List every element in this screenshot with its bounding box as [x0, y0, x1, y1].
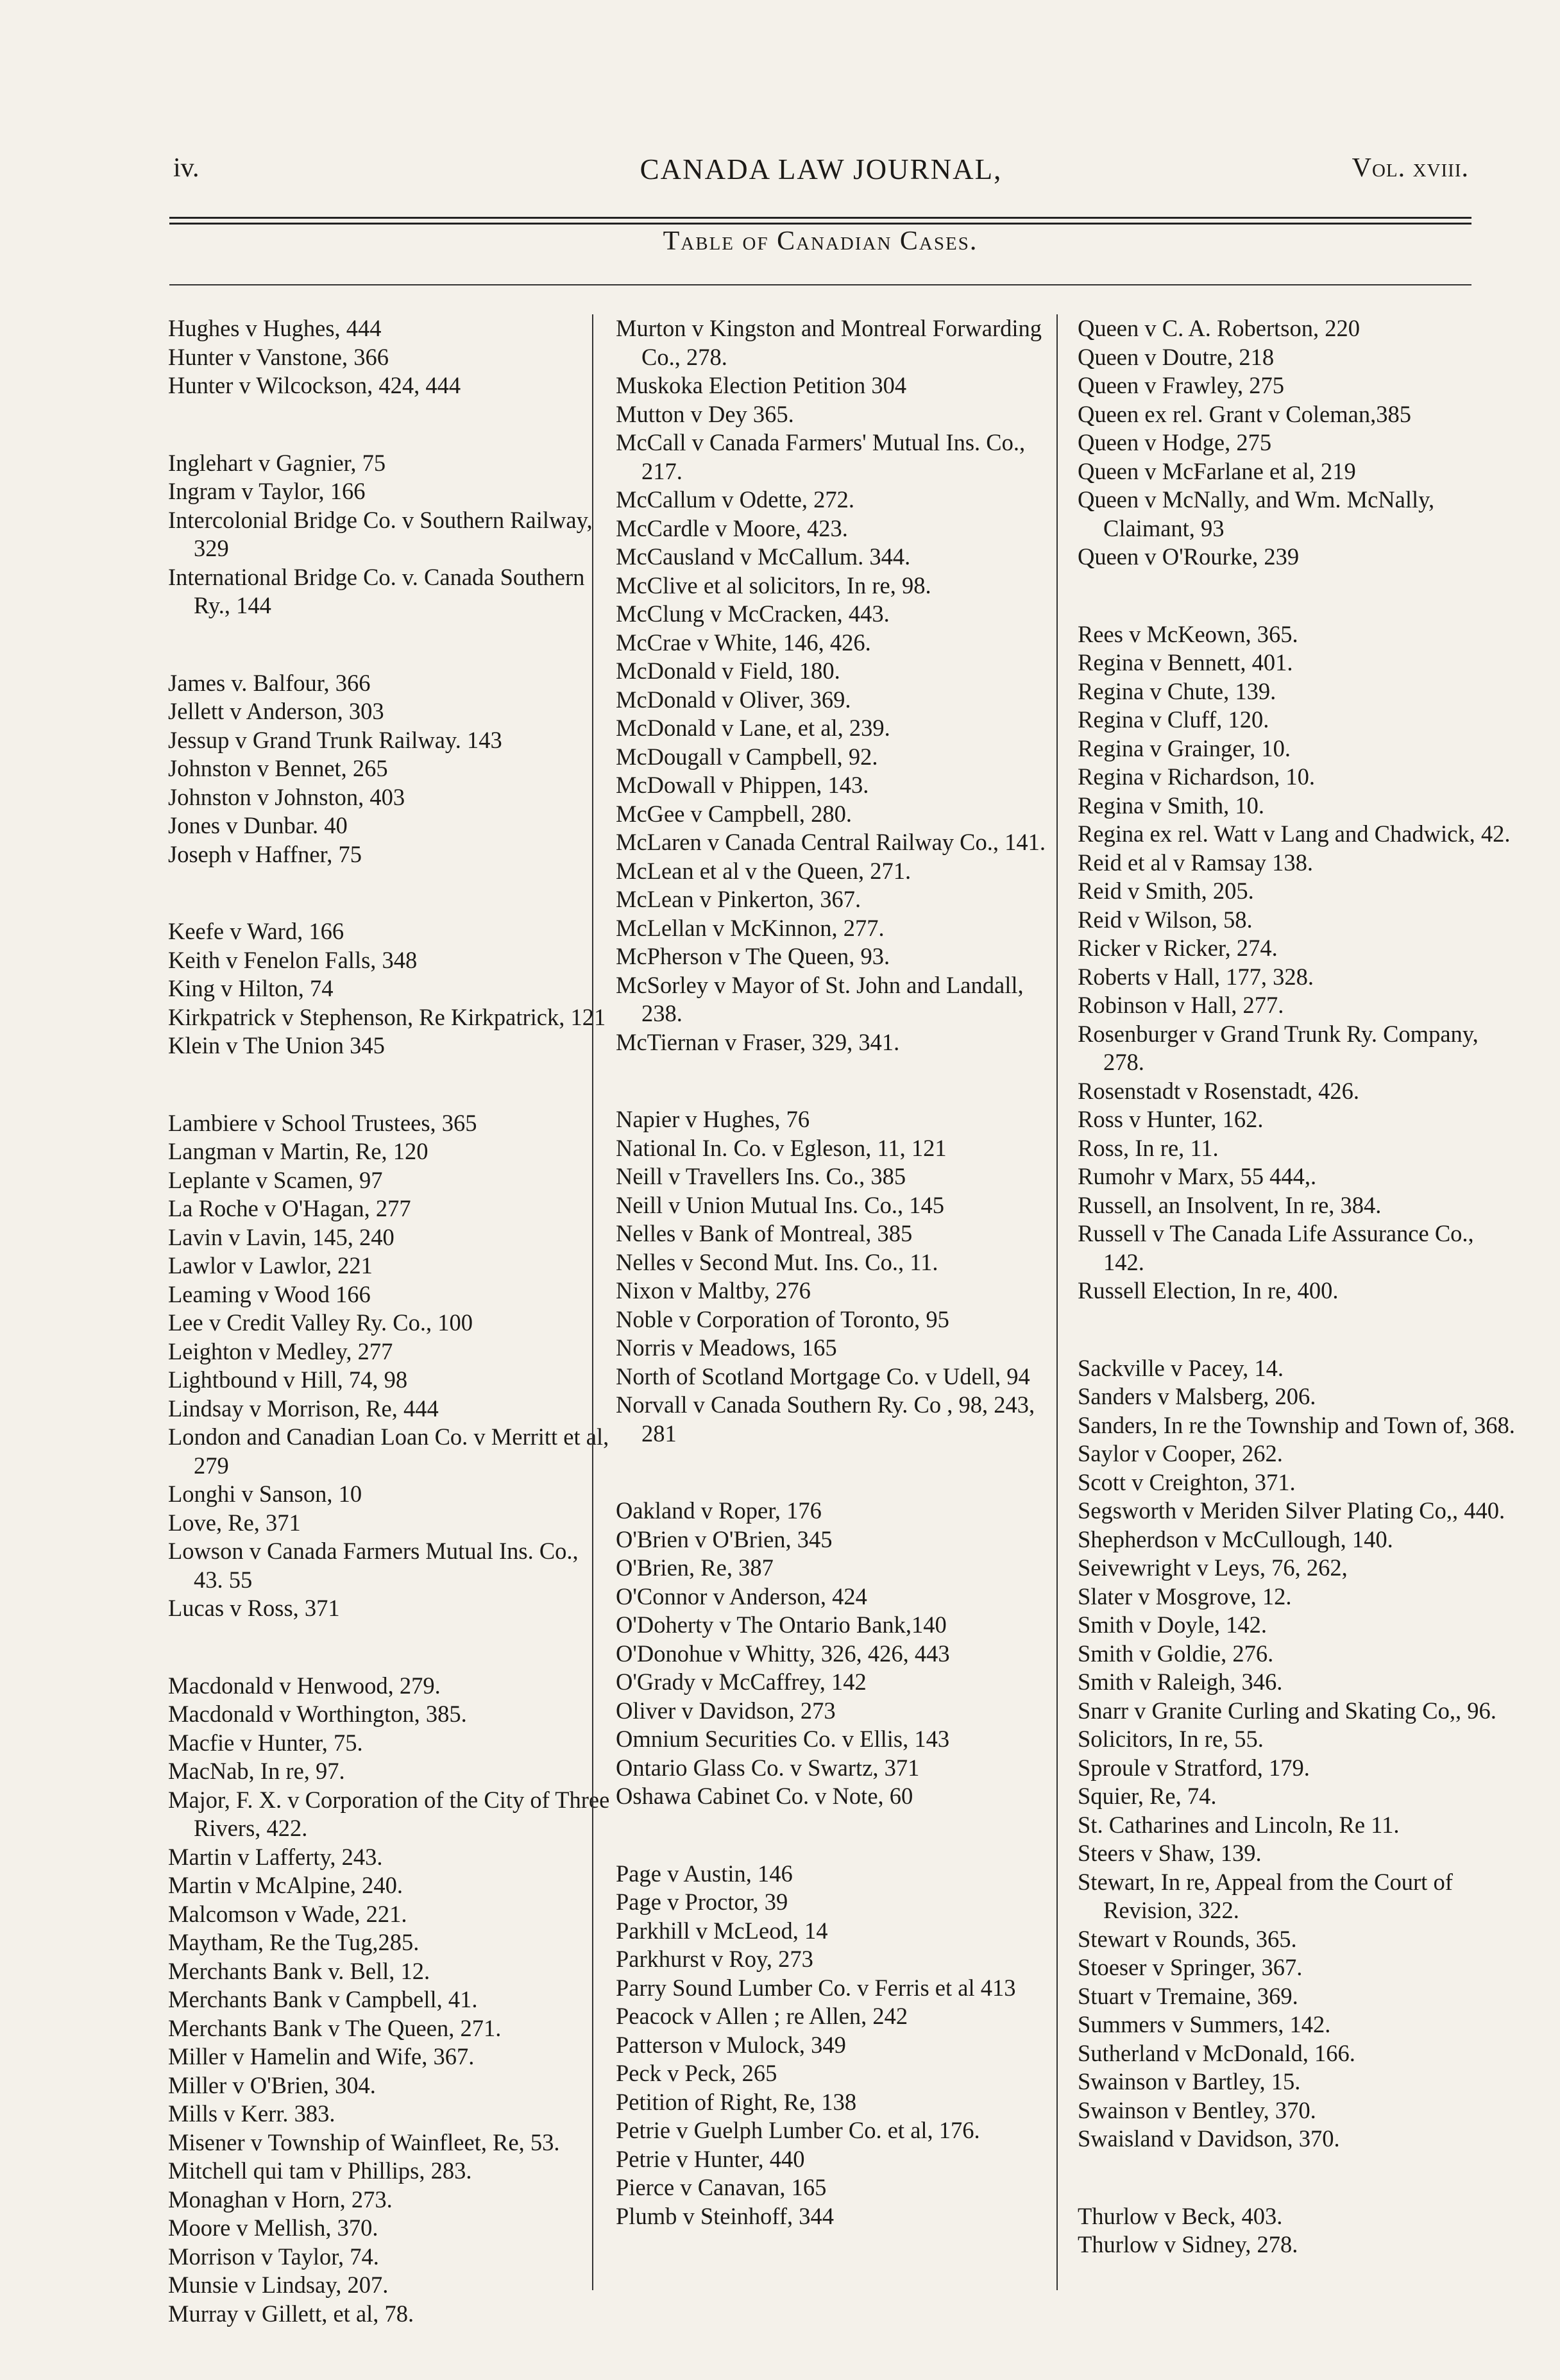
case-entry: MacNab, In re, 97.	[168, 1758, 345, 1784]
case-entry: McCall v Canada Farmers' Mutual Ins. Co., 217.	[616, 429, 1026, 484]
section-gap	[1078, 2164, 1520, 2192]
case-entry: Merchants Bank v. Bell, 12.	[168, 1957, 430, 1984]
case-entry: Lindsay v Morrison, Re, 444	[168, 1395, 439, 1422]
case-entry: O'Brien, Re, 387	[616, 1554, 774, 1581]
case-entry: Moore v Mellish, 370.	[168, 2214, 378, 2241]
case-entry: Smith v Doyle, 142.	[1078, 1611, 1268, 1638]
case-entry: Ingram v Taylor, 166	[168, 478, 366, 504]
case-entry: Robinson v Hall, 277.	[1078, 992, 1284, 1018]
case-entry: Ross v Hunter, 162.	[1078, 1106, 1264, 1132]
case-entry: Misener v Township of Wainfleet, Re, 53.	[168, 2129, 560, 2155]
case-entry: Oshawa Cabinet Co. v Note, 60	[616, 1783, 913, 1809]
case-entry: Langman v Martin, Re, 120	[168, 1138, 428, 1164]
case-entry: Sproule v Stratford, 179.	[1078, 1754, 1310, 1781]
case-entry: Queen ex rel. Grant v Coleman,385	[1078, 400, 1411, 427]
case-entry: Norvall v Canada Southern Ry. Co , 98, 243, 281	[616, 1391, 1035, 1447]
case-entry: Ricker v Ricker, 274.	[1078, 935, 1278, 961]
case-entry: La Roche v O'Hagan, 277	[168, 1195, 411, 1221]
case-entry: Parry Sound Lumber Co. v Ferris et al 413	[616, 1974, 1016, 2001]
case-entry: Leplante v Scamen, 97	[168, 1166, 383, 1193]
case-entry: Macdonald v Henwood, 279.	[168, 1672, 441, 1699]
section-gap	[168, 631, 611, 659]
case-entry: Peck v Peck, 265	[616, 2060, 777, 2086]
case-entry: King v Hilton, 74	[168, 975, 334, 1001]
case-entry: Thurlow v Beck, 403.	[1078, 2202, 1283, 2229]
case-entry: Joseph v Haffner, 75	[168, 840, 362, 867]
case-entry: McLean et al v the Queen, 271.	[616, 857, 911, 884]
case-entry: Munsie v Lindsay, 207.	[168, 2272, 389, 2298]
case-entry: Rosenstadt v Rosenstadt, 426.	[1078, 1077, 1359, 1104]
case-entry: Sanders, In re the Township and Town of, 368.	[1078, 1411, 1515, 1438]
case-entry: Regina v Chute, 139.	[1078, 677, 1276, 704]
case-entry: Lucas v Ross, 371	[168, 1595, 340, 1621]
case-entry: O'Donohue v Whitty, 326, 426, 443	[616, 1640, 950, 1667]
section-gap	[616, 1067, 1055, 1095]
case-entry: Martin v Lafferty, 243.	[168, 1843, 383, 1870]
column-divider-1	[592, 314, 593, 2290]
case-entry: Regina v Bennett, 401.	[1078, 649, 1293, 676]
case-entry: McDougall v Campbell, 92.	[616, 743, 878, 770]
case-entry: Merchants Bank v The Queen, 271.	[168, 2014, 502, 2041]
case-entry: Noble v Corporation of Toronto, 95	[616, 1305, 949, 1332]
page-number: iv.	[173, 153, 199, 183]
case-entry: Snarr v Granite Curling and Skating Co,, 96.	[1078, 1697, 1496, 1724]
case-entry: McCallum v Odette, 272.	[616, 486, 855, 513]
case-entry: Regina v Richardson, 10.	[1078, 763, 1316, 790]
case-entry: Russell v The Canada Life Assurance Co., 142.	[1078, 1220, 1474, 1275]
case-entry: London and Canadian Loan Co. v Merritt et al, 279	[168, 1424, 609, 1479]
case-entry: McLean v Pinkerton, 367.	[616, 886, 861, 912]
case-entry: Pierce v Canavan, 165	[616, 2174, 827, 2200]
index-column-3	[1078, 314, 1520, 2259]
case-entry: Scott v Creighton, 371.	[1078, 1468, 1296, 1495]
case-entry: McDonald v Lane, et al, 239.	[616, 715, 890, 741]
case-entry: McClive et al solicitors, In re, 98.	[616, 572, 931, 599]
index-column-1	[168, 314, 611, 2328]
case-entry: Queen v Frawley, 275	[1078, 372, 1284, 398]
case-entry: Longhi v Sanson, 10	[168, 1481, 362, 1507]
case-entry: Reid et al v Ramsay 138.	[1078, 849, 1313, 876]
case-entry: Summers v Summers, 142.	[1078, 2011, 1331, 2037]
case-entry: Mitchell qui tam v Phillips, 283.	[168, 2157, 472, 2184]
case-entry: Stewart, In re, Appeal from the Court of Revision, 322.	[1078, 1868, 1453, 1923]
case-entry: Solicitors, In re, 55.	[1078, 1726, 1264, 1752]
case-entry: Morrison v Taylor, 74.	[168, 2243, 379, 2270]
case-entry: Kirkpatrick v Stephenson, Re Kirkpatrick, 121	[168, 1003, 606, 1030]
volume-label: Vol. xviii.	[1352, 153, 1469, 183]
case-entry: Nixon v Maltby, 276	[616, 1277, 811, 1304]
case-entry: Napier v Hughes, 76	[616, 1106, 810, 1132]
case-entry: Shepherdson v McCullough, 140.	[1078, 1526, 1393, 1552]
case-entry: Queen v O'Rourke, 239	[1078, 543, 1300, 570]
case-entry: Omnium Securities Co. v Ellis, 143	[616, 1726, 950, 1752]
case-entry: Smith v Goldie, 276.	[1078, 1640, 1274, 1667]
case-entry: McLaren v Canada Central Railway Co., 141.	[616, 829, 1046, 855]
case-entry: Lee v Credit Valley Ry. Co., 100	[168, 1309, 473, 1336]
case-entry: Keefe v Ward, 166	[168, 918, 344, 944]
case-entry: Maytham, Re the Tug,285.	[168, 1929, 420, 1955]
case-entry: Keith v Fenelon Falls, 348	[168, 946, 418, 973]
case-entry: Seivewright v Leys, 76, 262,	[1078, 1554, 1348, 1581]
case-entry: Reid v Wilson, 58.	[1078, 906, 1253, 933]
case-entry: Mills v Kerr. 383.	[168, 2100, 335, 2127]
table-title: Table of Canadian Cases.	[663, 226, 978, 256]
case-entry: Oliver v Davidson, 273	[616, 1697, 836, 1724]
case-entry: Sanders v Malsberg, 206.	[1078, 1383, 1316, 1409]
case-entry: McClung v McCracken, 443.	[616, 600, 890, 627]
case-entry: Regina v Smith, 10.	[1078, 792, 1264, 819]
section-gap	[1078, 582, 1520, 610]
case-entry: Queen v Hodge, 275	[1078, 429, 1272, 455]
case-entry: Leaming v Wood 166	[168, 1280, 371, 1307]
case-entry: Swainson v Bentley, 370.	[1078, 2096, 1316, 2123]
case-entry: Lambiere v School Trustees, 365	[168, 1109, 477, 1136]
case-entry: Stuart v Tremaine, 369.	[1078, 1982, 1298, 2009]
case-entry: Queen v McNally, and Wm. McNally, Claimant, 93	[1078, 486, 1435, 541]
case-entry: Plumb v Steinhoff, 344	[616, 2202, 835, 2229]
case-entry: O'Grady v McCaffrey, 142	[616, 1669, 867, 1695]
case-entry: Smith v Raleigh, 346.	[1078, 1669, 1283, 1695]
case-entry: Parkhurst v Roy, 273	[616, 1946, 813, 1972]
case-entry: Monaghan v Horn, 273.	[168, 2186, 393, 2213]
case-entry: St. Catharines and Lincoln, Re 11.	[1078, 1811, 1400, 1838]
case-entry: Murray v Gillett, et al, 78.	[168, 2300, 414, 2327]
case-entry: Rosenburger v Grand Trunk Ry. Company, 278.	[1078, 1020, 1479, 1075]
case-entry: Patterson v Mulock, 349	[616, 2031, 846, 2058]
case-entry: Petrie v Hunter, 440	[616, 2145, 805, 2172]
case-entry: Regina v Cluff, 120.	[1078, 706, 1269, 733]
case-entry: O'Brien v O'Brien, 345	[616, 1526, 833, 1552]
case-entry: Stewart v Rounds, 365.	[1078, 1925, 1297, 1952]
case-entry: Queen v C. A. Robertson, 220	[1078, 315, 1360, 341]
case-entry: Queen v Doutre, 218	[1078, 343, 1275, 370]
case-entry: International Bridge Co. v. Canada Southern Ry., 144	[168, 563, 585, 618]
case-entry: Sutherland v McDonald, 166.	[1078, 2039, 1355, 2066]
case-entry: Russell Election, In re, 400.	[1078, 1277, 1339, 1304]
case-entry: Petition of Right, Re, 138	[616, 2088, 857, 2115]
case-entry: Hunter v Vanstone, 366	[168, 343, 389, 370]
case-entry: Oakland v Roper, 176	[616, 1497, 822, 1524]
case-entry: Hunter v Wilcockson, 424, 444	[168, 372, 461, 398]
header-rule-bottom	[169, 223, 1471, 225]
case-entry: North of Scotland Mortgage Co. v Udell, 94	[616, 1363, 1030, 1390]
case-entry: Nelles v Bank of Montreal, 385	[616, 1220, 913, 1246]
section-gap	[168, 1633, 611, 1662]
case-entry: Neill v Travellers Ins. Co., 385	[616, 1163, 906, 1189]
case-entry: Lowson v Canada Farmers Mutual Ins. Co., 43. 55	[168, 1538, 579, 1593]
section-gap	[168, 1071, 611, 1099]
case-entry: Martin v McAlpine, 240.	[168, 1872, 403, 1898]
case-entry: Jessup v Grand Trunk Railway. 143	[168, 726, 502, 753]
case-entry: Rumohr v Marx, 55 444,.	[1078, 1163, 1317, 1189]
case-entry: Neill v Union Mutual Ins. Co., 145	[616, 1191, 944, 1218]
case-entry: McSorley v Mayor of St. John and Landall, 238.	[616, 971, 1024, 1026]
case-entry: Inglehart v Gagnier, 75	[168, 449, 386, 476]
case-entry: Muskoka Election Petition 304	[616, 372, 907, 398]
case-entry: Malcomson v Wade, 221.	[168, 1900, 407, 1927]
section-gap	[616, 1458, 1055, 1486]
case-entry: National In. Co. v Egleson, 11, 121	[616, 1134, 947, 1161]
section-gap	[1078, 1316, 1520, 1344]
case-entry: Swaisland v Davidson, 370.	[1078, 2125, 1340, 2152]
case-entry: Russell, an Insolvent, In re, 384.	[1078, 1191, 1382, 1218]
case-entry: Reid v Smith, 205.	[1078, 878, 1254, 904]
case-entry: Merchants Bank v Campbell, 41.	[168, 1986, 478, 2012]
title-rule	[169, 284, 1471, 285]
case-entry: McDonald v Field, 180.	[616, 658, 840, 684]
case-entry: Jones v Dunbar. 40	[168, 812, 348, 838]
case-entry: Saylor v Cooper, 262.	[1078, 1440, 1283, 1466]
journal-title: CANADA LAW JOURNAL,	[640, 153, 1003, 185]
index-column-2	[616, 314, 1055, 2231]
running-header	[173, 153, 1469, 204]
case-entry: Johnston v Johnston, 403	[168, 783, 405, 810]
case-entry: Mutton v Dey 365.	[616, 400, 794, 427]
case-entry: Roberts v Hall, 177, 328.	[1078, 963, 1314, 990]
case-entry: Segsworth v Meriden Silver Plating Co,, 440.	[1078, 1497, 1505, 1524]
case-entry: Swainson v Bartley, 15.	[1078, 2068, 1301, 2095]
case-entry: Macdonald v Worthington, 385.	[168, 1701, 467, 1727]
case-entry: Hughes v Hughes, 444	[168, 315, 382, 341]
case-entry: Sackville v Pacey, 14.	[1078, 1354, 1284, 1381]
case-entry: Parkhill v McLeod, 14	[616, 1917, 828, 1944]
case-entry: Major, F. X. v Corporation of the City of Three Rivers, 422.	[168, 1786, 610, 1841]
case-entry: McGee v Campbell, 280.	[616, 800, 852, 827]
case-entry: Nelles v Second Mut. Ins. Co., 11.	[616, 1248, 938, 1275]
case-entry: Stoeser v Springer, 367.	[1078, 1954, 1303, 1980]
section-gap	[616, 1821, 1055, 1849]
case-entry: Steers v Shaw, 139.	[1078, 1840, 1262, 1866]
case-entry: Murton v Kingston and Montreal Forwarding Co., 278.	[616, 315, 1042, 370]
case-entry: Lavin v Lavin, 145, 240	[168, 1223, 394, 1250]
case-entry: McLellan v McKinnon, 277.	[616, 914, 885, 941]
header-rule-top	[169, 217, 1471, 219]
case-entry: McCausland v McCallum. 344.	[616, 543, 911, 570]
case-entry: Lightbound v Hill, 74, 98	[168, 1366, 408, 1393]
case-entry: Petrie v Guelph Lumber Co. et al, 176.	[616, 2117, 980, 2143]
case-entry: McPherson v The Queen, 93.	[616, 943, 890, 969]
case-entry: Johnston v Bennet, 265	[168, 755, 388, 781]
case-entry: McCrae v White, 146, 426.	[616, 629, 871, 656]
case-entry: Lawlor v Lawlor, 221	[168, 1252, 373, 1279]
case-entry: McCardle v Moore, 423.	[616, 514, 848, 541]
case-entry: James v. Balfour, 366	[168, 669, 371, 696]
case-entry: Miller v O'Brien, 304.	[168, 2071, 376, 2098]
case-entry: McDonald v Oliver, 369.	[616, 686, 851, 713]
case-entry: Page v Proctor, 39	[616, 1889, 788, 1915]
case-entry: McTiernan v Fraser, 329, 341.	[616, 1028, 900, 1055]
case-entry: Thurlow v Sidney, 278.	[1078, 2231, 1298, 2257]
case-entry: Rees v McKeown, 365.	[1078, 620, 1298, 647]
case-entry: Queen v McFarlane et al, 219	[1078, 457, 1356, 484]
case-entry: O'Doherty v The Ontario Bank,140	[616, 1611, 947, 1638]
case-entry: Norris v Meadows, 165	[616, 1334, 837, 1361]
case-entry: Ontario Glass Co. v Swartz, 371	[616, 1754, 920, 1781]
case-entry: McDowall v Phippen, 143.	[616, 772, 869, 798]
case-entry: Slater v Mosgrove, 12.	[1078, 1583, 1292, 1610]
case-entry: Love, Re, 371	[168, 1509, 301, 1536]
case-entry: O'Connor v Anderson, 424	[616, 1583, 867, 1610]
case-entry: Ross, In re, 11.	[1078, 1134, 1219, 1161]
case-entry: Intercolonial Bridge Co. v Southern Railway, 329	[168, 506, 593, 561]
case-entry: Squier, Re, 74.	[1078, 1783, 1217, 1809]
case-entry: Regina v Grainger, 10.	[1078, 735, 1291, 761]
case-entry: Macfie v Hunter, 75.	[168, 1729, 363, 1756]
case-entry: Miller v Hamelin and Wife, 367.	[168, 2043, 475, 2070]
section-gap	[168, 879, 611, 907]
column-divider-2	[1056, 314, 1058, 2290]
case-entry: Peacock v Allen ; re Allen, 242	[616, 2003, 908, 2029]
case-entry: Regina ex rel. Watt v Lang and Chadwick, 42.	[1078, 820, 1511, 847]
case-entry: Jellett v Anderson, 303	[168, 698, 384, 724]
case-entry: Klein v The Union 345	[168, 1032, 385, 1058]
case-entry: Leighton v Medley, 277	[168, 1338, 393, 1364]
case-entry: Page v Austin, 146	[616, 1860, 793, 1887]
section-gap	[168, 411, 611, 439]
